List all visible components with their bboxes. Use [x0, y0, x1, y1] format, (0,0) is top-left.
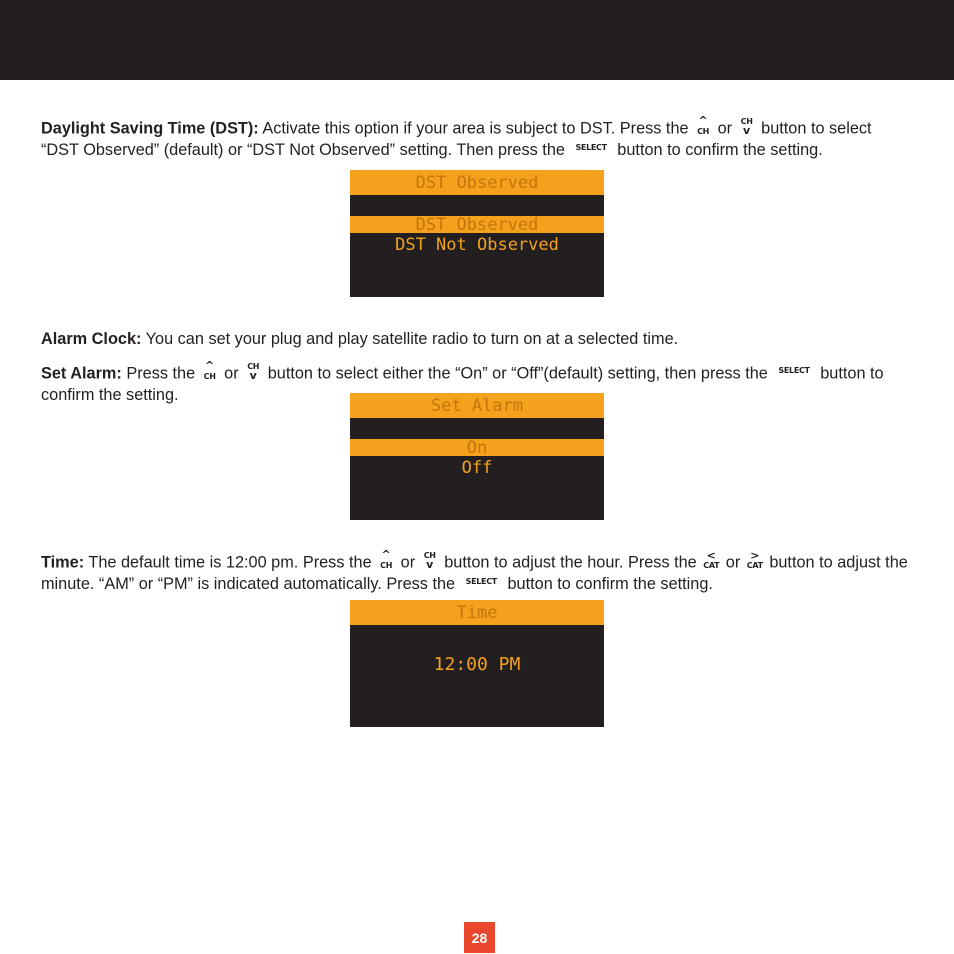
category-right-icon — [748, 550, 762, 572]
lcd-option-selected: DST Observed — [350, 216, 604, 233]
down-arrow-glyph: v — [249, 369, 257, 382]
channel-up-icon — [696, 116, 710, 138]
page-number-badge: 28 — [464, 922, 495, 953]
lcd-option: Off — [461, 458, 493, 478]
ch-label: CH — [740, 117, 753, 126]
alarm-clock-heading: Alarm Clock: — [41, 330, 142, 348]
ch-label: CH — [423, 551, 436, 560]
ch-label: CH — [247, 362, 260, 371]
header-bar — [0, 0, 954, 80]
time-text-1: The default time is 12:00 pm. Press the — [84, 553, 377, 572]
up-arrow-glyph: ^ — [698, 114, 708, 127]
or-text: or — [721, 553, 745, 572]
channel-down-icon — [246, 361, 260, 383]
ch-label: CH — [380, 561, 393, 570]
ch-label: CH — [203, 372, 216, 381]
lcd-option-selected: On — [350, 439, 604, 456]
set-alarm-text-2: button to select either the “On” or “Off”(default) setting, then press the — [263, 364, 773, 383]
down-arrow-glyph: v — [743, 124, 751, 137]
set-alarm-text-3: button to confirm the setting. — [41, 364, 884, 404]
up-arrow-glyph: ^ — [381, 548, 391, 561]
alarm-clock-paragraph — [41, 329, 911, 351]
select-button-icon: SELECT — [575, 143, 607, 152]
lcd-option: DST Not Observed — [395, 235, 559, 255]
right-arrow-glyph: > — [750, 549, 760, 562]
time-paragraph — [41, 548, 911, 596]
dst-heading: Daylight Saving Time (DST): — [41, 119, 259, 138]
ch-label: CH — [697, 127, 710, 136]
channel-down-icon — [740, 116, 754, 138]
up-arrow-glyph: ^ — [205, 359, 215, 372]
dst-paragraph — [41, 114, 911, 162]
time-heading: Time: — [41, 553, 85, 572]
dst-text-2: button to select “DST Observed” (default) or “DST Not Observed” setting. Then press the — [41, 119, 872, 160]
channel-up-icon — [203, 361, 217, 383]
lcd-title: DST Observed — [350, 170, 604, 195]
channel-up-icon — [379, 550, 393, 572]
cat-label: CAT — [703, 561, 720, 570]
category-left-icon — [704, 550, 718, 572]
dst-text-1: Activate this option if your area is subject to DST. Press the — [258, 119, 694, 138]
or-text: or — [219, 364, 244, 383]
down-arrow-glyph: v — [426, 558, 434, 571]
cat-label: CAT — [746, 561, 763, 570]
or-text: or — [396, 553, 420, 572]
set-alarm-text-1: Press the — [121, 364, 200, 383]
time-lcd-screen — [350, 600, 604, 727]
time-text-2: button to adjust the hour. Press the — [439, 553, 702, 572]
select-button-icon: SELECT — [778, 366, 810, 376]
set-alarm-lcd-screen — [350, 393, 604, 520]
time-text-3: button to adjust the minute. “AM” or “PM” is indicated automatically. Press the — [41, 553, 908, 594]
select-button-icon: SELECT — [465, 577, 497, 586]
dst-text-3: button to confirm the setting. — [612, 141, 823, 160]
channel-down-icon — [423, 550, 437, 572]
left-arrow-glyph: < — [706, 549, 716, 562]
time-text-4: button to confirm the setting. — [502, 575, 713, 594]
lcd-title: Set Alarm — [350, 393, 604, 418]
set-alarm-heading: Set Alarm: — [41, 364, 122, 383]
lcd-title: Time — [350, 600, 604, 625]
lcd-time-value: 12:00 PM — [433, 654, 521, 675]
alarm-clock-text: You can set your plug and play satellite radio to turn on at a selected time. — [141, 330, 679, 348]
or-text: or — [713, 119, 737, 138]
dst-lcd-screen — [350, 170, 604, 297]
